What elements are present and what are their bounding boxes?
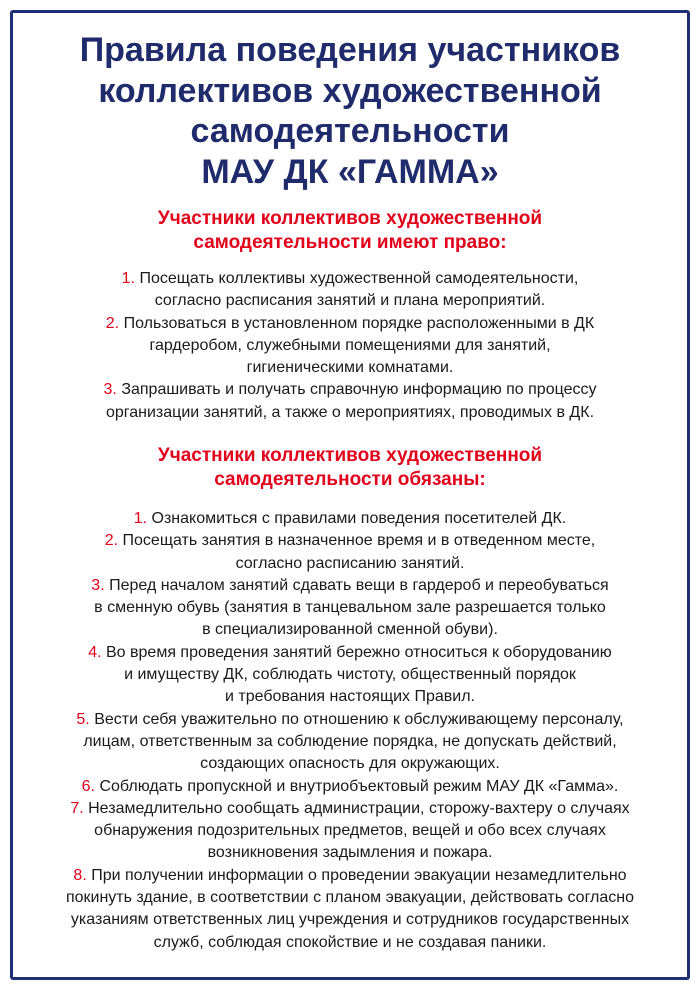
rule-text-line bbox=[20, 776, 680, 798]
rule-number: 4. bbox=[88, 643, 102, 661]
rule-text-line bbox=[20, 335, 680, 357]
duty-item bbox=[20, 865, 680, 954]
rule-text-line bbox=[20, 379, 680, 401]
rule-number: 3. bbox=[91, 576, 105, 594]
rule-text-line bbox=[20, 268, 680, 290]
rule-text: в сменную обувь (занятия в танцевальном зале разрешается только bbox=[94, 599, 606, 617]
rule-text-line bbox=[20, 575, 680, 597]
rule-text: Посещать коллективы художественной самодеятельности, bbox=[139, 270, 579, 287]
rule-text-line bbox=[20, 619, 680, 641]
title-line: МАУ ДК «ГАММА» bbox=[201, 152, 499, 191]
title-line: Правила поведения участников bbox=[79, 31, 621, 69]
rule-text: согласно расписания занятий и плана мероприятий. bbox=[154, 292, 546, 310]
rule-text: Соблюдать пропускной и внутриобъектовый режим МАУ ДК «Гамма». bbox=[99, 777, 619, 795]
rule-number: 2. bbox=[104, 532, 119, 550]
rights-list bbox=[20, 268, 680, 424]
rule-text: лицам, ответственным за соблюдение порядка, не допускать действий, bbox=[83, 732, 617, 750]
rule-text-line bbox=[20, 842, 680, 864]
rule-number: 7. bbox=[70, 799, 84, 817]
rule-text-line bbox=[20, 753, 680, 775]
rule-text: и имуществу ДК, соблюдать чистоту, общественный порядок bbox=[124, 666, 576, 684]
rule-number: 3. bbox=[103, 381, 117, 399]
heading-line: Участники коллективов художественной bbox=[157, 445, 543, 466]
rule-text: обнаружения подозрительных предметов, вещей и обо всех случаях bbox=[94, 822, 606, 840]
rule-text: При получении информации о проведении эвакуации незамедлительно bbox=[91, 866, 627, 884]
rule-text: служб, соблюдая спокойствие и не создавая паники. bbox=[153, 933, 547, 951]
rule-text: Во время проведения занятий бережно относиться к оборудованию bbox=[106, 643, 612, 661]
duty-item bbox=[20, 709, 680, 776]
rule-text: возникновения задымления и пожара. bbox=[207, 844, 493, 862]
rule-text-line bbox=[20, 887, 680, 909]
rule-text-line bbox=[20, 865, 680, 887]
rule-text-line bbox=[20, 290, 680, 312]
rule-text: Пользоваться в установленном порядке расположенными в ДК bbox=[123, 314, 595, 332]
duty-item bbox=[20, 642, 680, 709]
duty-item bbox=[20, 575, 680, 642]
rule-text-line bbox=[20, 909, 680, 931]
rule-text: Ознакомиться с правилами поведения посетителей ДК. bbox=[151, 510, 567, 527]
rule-text-line bbox=[20, 357, 680, 379]
title-line: коллективов художественной bbox=[98, 71, 602, 110]
rule-text: Посещать занятия в назначенное время и в отведенном месте, bbox=[122, 532, 596, 550]
rule-text: гардеробом, служебными помещениями для занятий, bbox=[149, 336, 551, 354]
rule-text-line bbox=[20, 664, 680, 686]
rule-text-line bbox=[20, 530, 680, 552]
rule-number: 6. bbox=[81, 777, 95, 795]
right-item bbox=[20, 268, 680, 313]
poster-title bbox=[20, 30, 680, 192]
heading-line: самодеятельности имеют право: bbox=[193, 232, 507, 253]
duties-heading bbox=[20, 444, 680, 492]
rule-number: 5. bbox=[76, 710, 90, 728]
rule-text-line bbox=[20, 642, 680, 664]
rule-number: 1. bbox=[121, 270, 135, 287]
rule-text: гигиеническими комнатами. bbox=[246, 359, 454, 377]
rule-number: 8. bbox=[73, 866, 87, 884]
rule-text-line bbox=[20, 508, 680, 530]
rule-text: указаниям ответственных лиц учреждения и сотрудников государственных bbox=[70, 911, 630, 929]
title-line: самодеятельности bbox=[190, 112, 510, 150]
rule-text: Незамедлительно сообщать администрации, сторожу-вахтеру о случаях bbox=[88, 799, 630, 817]
rule-text: покинуть здание, в соответствии с планом эвакуации, действовать согласно bbox=[65, 889, 635, 907]
rule-text-line bbox=[20, 686, 680, 708]
rule-text: создающих опасность для окружающих. bbox=[200, 755, 500, 773]
rule-text-line bbox=[20, 313, 680, 335]
duty-item bbox=[20, 776, 680, 798]
right-item bbox=[20, 313, 680, 380]
rule-text-line bbox=[20, 402, 680, 424]
rights-heading bbox=[20, 207, 680, 255]
rule-text-line bbox=[20, 798, 680, 820]
rule-text-line bbox=[20, 709, 680, 731]
rule-text-line bbox=[20, 731, 680, 753]
rule-text: в специализированной сменной обуви). bbox=[202, 621, 498, 639]
rule-text: Вести себя уважительно по отношению к обслуживающему персоналу, bbox=[94, 710, 624, 728]
rule-text-line bbox=[20, 932, 680, 954]
duty-item bbox=[20, 530, 680, 575]
rule-text: организации занятий, а также о мероприятиях, проводимых в ДК. bbox=[105, 403, 595, 421]
rule-text-line bbox=[20, 553, 680, 575]
duty-item bbox=[20, 508, 680, 530]
rule-number: 1. bbox=[133, 510, 148, 527]
rule-text: и требования настоящих Правил. bbox=[225, 688, 475, 706]
right-item bbox=[20, 379, 680, 424]
rule-text-line bbox=[20, 820, 680, 842]
rule-text: Запрашивать и получать справочную информацию по процессу bbox=[121, 381, 597, 399]
rule-number: 2. bbox=[105, 314, 120, 332]
duty-item bbox=[20, 798, 680, 865]
heading-line: Участники коллективов художественной bbox=[157, 208, 543, 229]
duties-list bbox=[20, 508, 680, 954]
heading-line: самодеятельности обязаны: bbox=[214, 469, 486, 490]
rule-text-line bbox=[20, 597, 680, 619]
rule-text: Перед началом занятий сдавать вещи в гардероб и переобуваться bbox=[109, 576, 609, 594]
rule-text: согласно расписанию занятий. bbox=[235, 554, 465, 572]
